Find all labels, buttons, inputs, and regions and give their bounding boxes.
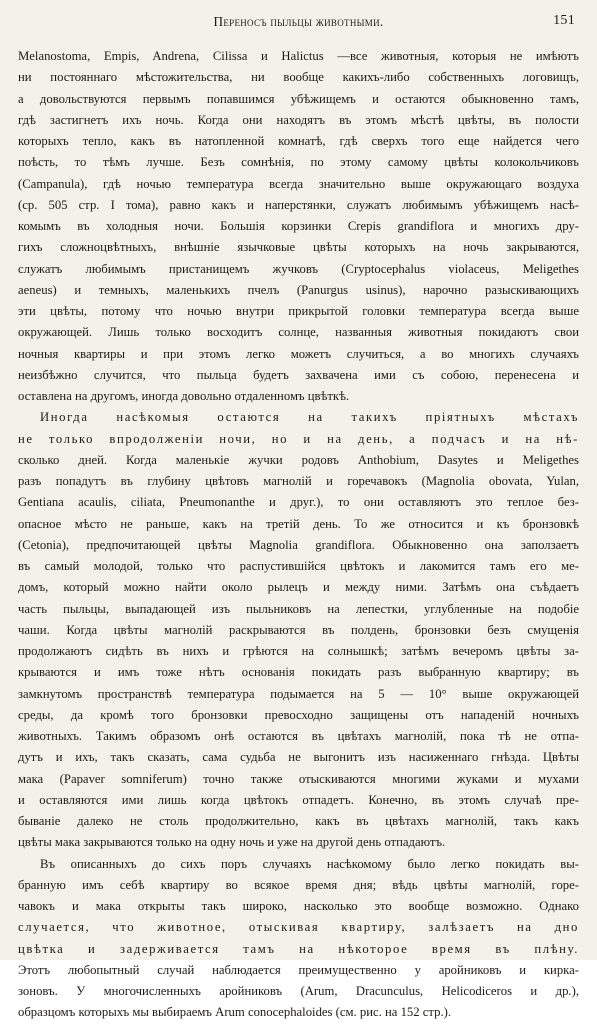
text-line: среды, да кромѣ того бронзовки превосходно защищены отъ нападеній ночныхъ	[18, 707, 579, 722]
text-line: образцомъ которыхъ мы выбираемъ Arum conocephaloides (см. рис. на 152 стр.).	[18, 1005, 452, 1020]
text-line: замкнутомъ пространствѣ температура подымается на 5 — 10° выше окружающей	[18, 686, 579, 701]
text-line: домъ, который можно найти около рылецъ и между ними. Затѣмъ она съѣдаетъ	[18, 580, 579, 595]
text-line: гдѣ застигнетъ ихъ ночь. Когда они находятъ въ этомъ мѣстѣ цвѣты, въ полости	[18, 112, 579, 127]
text-line: которыхъ тепло, какъ въ натопленной комнатѣ, гдѣ сверхъ того еще найдется чего	[18, 134, 579, 148]
text-line: и оставляются ими лишь когда цвѣтокъ отпадетъ. Конечно, въ этомъ случаѣ пре-	[18, 792, 579, 807]
text-line: Въ описанныхъ до сихъ поръ случаяхъ насѣкомому было легко покидать вы-	[40, 856, 579, 871]
text-line: крываются и имъ тоже нѣтъ основанія покидать разъ выбранную квартиру; въ	[18, 665, 579, 680]
text-line: (ср. 505 стр. I тома), равно какъ и наперстянки, служатъ любимымъ убѣжищемъ насѣ-	[18, 197, 579, 212]
text-line: чавокъ и мака открыты такъ широко, насколько это вообще возможно. Однако	[18, 899, 579, 913]
running-header	[16, 14, 581, 36]
text-line: бранную имъ себѣ квартиру во всякое время дня; вѣдь цвѣты магнолій, горе-	[18, 877, 579, 892]
text-line: эти цвѣты, потому что ночью внутри прикрытой головки температура всегда выше	[18, 304, 579, 318]
text-line: служатъ любимымъ пристанищемъ жучковъ (Cryptocephalus violaceus, Meligethes	[18, 261, 579, 276]
text-line: Этотъ любопытный случай наблюдается преимущественно у аройниковъ и кирка-	[18, 962, 579, 977]
text-line: животныхъ. Такимъ образомъ онѣ остаются въ цвѣтахъ магнолій, пока тѣ не отпа-	[18, 729, 579, 743]
text-line: не только впродолженіи ночи, но и на день, а подчасъ и на нѣ-	[18, 431, 579, 446]
text-line: Gentiana acaulis, ciliata, Pneumonanthe и друг.), то они оставляютъ это теплое без-	[18, 495, 579, 510]
running-title: Переносъ пыльцы животными.	[213, 14, 384, 29]
text-line: гихъ сложноцвѣтныхъ, внѣшніе язычковые цвѣты которыхъ на ночь закрываются,	[18, 240, 579, 255]
text-line: комымъ въ холодныя ночи. Большія корзинки Crepis grandiflora и многихъ дру-	[18, 219, 579, 233]
text-line: aeneus) и темныхъ, маленькихъ пчелъ (Panurgus usinus), нарочно разыскивающихъ	[18, 282, 579, 297]
text-line: (Campanula), гдѣ ночью температура всегда значительно выше окружающаго воздуха	[18, 176, 579, 191]
text-line: въ самый молодой, только что распустившійся цвѣтокъ и лакомится тамъ его ме-	[18, 559, 579, 573]
text-line: окружающей. Лишь только восходитъ солнце, названныя животныя покидаютъ свои	[18, 325, 579, 340]
text-line: цвѣты мака закрываются только на одну ночь и уже на другой день отпадаютъ.	[18, 835, 446, 850]
text-line: цвѣтка и задерживается тамъ на нѣкоторое время въ плѣну.	[18, 941, 579, 956]
text-line: бываніе далеко не столь продолжительно, какъ въ цвѣтахъ магнолій, такъ какъ	[18, 814, 579, 828]
text-line: разъ попадутъ въ глубину цвѣтовъ магнолій и горечавокъ (Magnolia obovata, Yulan,	[18, 474, 579, 488]
page-number: 151	[553, 13, 575, 28]
text-line: а довольствуются первымъ попавшимся убѣжищемъ и остаются обыкновенно тамъ,	[18, 91, 579, 106]
text-line: Иногда насѣкомыя остаются на такихъ пріятныхъ мѣстахъ	[40, 410, 579, 425]
text-line: поѣсть, то тѣмъ лучше. Безъ сомнѣнія, по этому самому цвѣты колокольчиковъ	[18, 155, 579, 170]
body-text	[18, 46, 579, 1024]
text-line: ни постояннаго мѣстожительства, ни вообще какихъ-либо собственныхъ логовищъ,	[18, 70, 579, 85]
text-line: оставлена на другомъ, иногда довольно отдаленномъ цвѣткѣ.	[18, 389, 350, 403]
text-line: неизбѣжно случится, что пыльца будетъ захвачена ими съ собою, перенесена и	[18, 367, 579, 382]
text-line: часть пыльцы, выпадающей изъ пыльниковъ на лепестки, углубленные на подобіе	[18, 601, 579, 616]
text-line: Melanostoma, Empis, Andrena, Cilissa и Halictus —все животныя, которыя не имѣютъ	[18, 49, 579, 63]
text-line: сколько дней. Когда маленькіе жучки родовъ Anthobium, Dasytes и Meligethes	[18, 452, 579, 467]
text-line: мака (Papaver somniferum) точно также отыскиваются многими жуками и мухами	[18, 771, 579, 786]
text-line: зоновъ. У многочисленныхъ аройниковъ (Arum, Dracunculus, Helicodiceros и др.),	[18, 984, 579, 998]
text-line: чаши. Когда цвѣты магнолій раскрываются въ полдень, бронзовки безъ смущенія	[18, 622, 579, 637]
text-line: ночныя квартиры и при этомъ легко можетъ случиться, а во многихъ случаяхъ	[18, 346, 579, 361]
text-line: продолжаютъ сидѣть въ нихъ и грѣются на солнышкѣ; затѣмъ вечеромъ цвѣты за-	[18, 644, 579, 658]
text-line: случается, что животное, отыскивая квартиру, залѣзаетъ на дно	[18, 920, 579, 935]
text-line: опасное мѣсто не раньше, какъ на третій день. То же относится и къ бронзовкѣ	[18, 516, 579, 531]
text-line: (Cetonia), предпочитающей цвѣты Magnolia grandiflora. Обыкновенно она заползаетъ	[18, 537, 579, 552]
text-line: дутъ и ихъ, такъ сказать, сама судьба не выгонитъ изъ насиженнаго гнѣзда. Цвѣты	[18, 750, 579, 765]
